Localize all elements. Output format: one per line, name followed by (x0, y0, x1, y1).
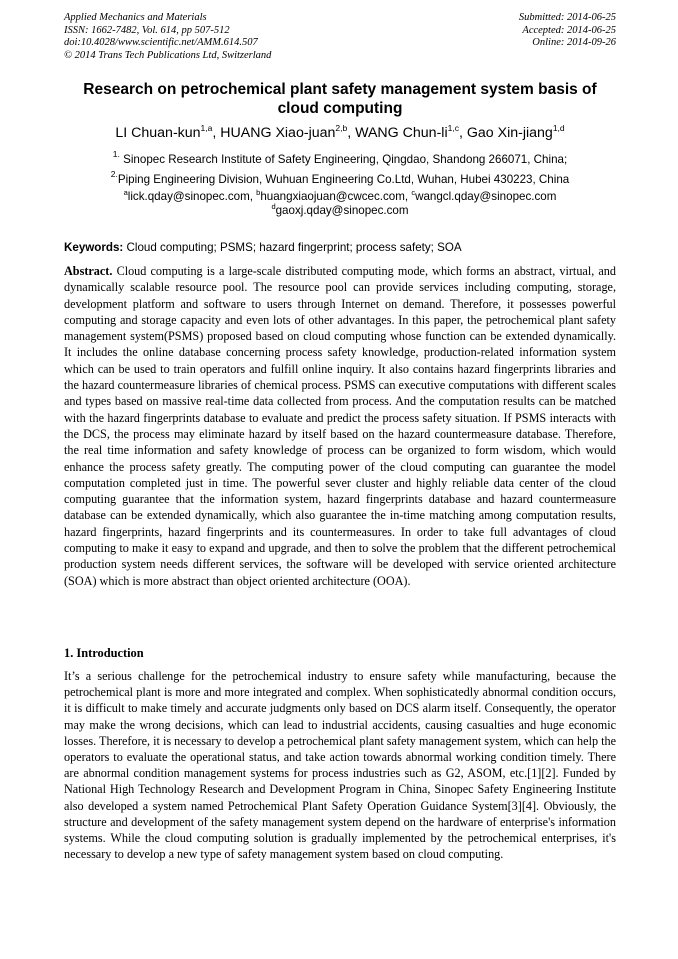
author-affiliation-mark: 1,c (447, 123, 459, 133)
accepted-date: Accepted: 2014-06-25 (522, 24, 616, 36)
issn-line: ISSN: 1662-7482, Vol. 614, pp 507-512 (64, 24, 230, 36)
email-mark: a (123, 188, 128, 197)
email-address: huangxiaojuan@cwcec.com, (260, 190, 412, 203)
author-separator: , (212, 125, 221, 141)
author-name: HUANG Xiao-juan (220, 125, 336, 141)
email-mark: c (411, 188, 416, 197)
email-mark: b (256, 188, 261, 197)
journal-info (64, 12, 271, 62)
affiliations (64, 150, 616, 190)
author-name: Gao Xin-jiang (466, 125, 553, 141)
journal-name: Applied Mechanics and Materials (64, 12, 207, 23)
keywords-text: Cloud computing; PSMS; hazard fingerprint; process safety; SOA (126, 241, 462, 254)
affiliation (64, 170, 616, 190)
author (115, 125, 220, 141)
affiliation-mark: 2. (110, 169, 118, 179)
author-affiliation-mark: 2,b (335, 123, 348, 133)
email-line (64, 204, 616, 218)
author-separator: , (458, 125, 467, 141)
online-date: Online: 2014-09-26 (532, 37, 616, 48)
author-affiliation-mark: 1,d (552, 123, 565, 133)
author (220, 125, 355, 141)
author (467, 125, 565, 141)
author-name: LI Chuan-kun (115, 125, 201, 141)
author-affiliation-mark: 1,a (200, 123, 213, 133)
email-mark: d (271, 202, 276, 211)
affiliation (64, 150, 616, 170)
introduction-paragraph: It’s a serious challenge for the petrochemical industry to ensure safety while manufacturing, because the petrochemical plant is more and more integrated and complex. When sophisticatedly abnormal condition occurs, it is difficult to make timely and accurate judgments only based on DCS alarm itself. Consequently, the operator may make the wrong decisions, which can lead to industrial accidents, causing casualties and huge economic losses. Therefore, it is necessary to develop a petrochemical plant safety management system, which can help the operators to evaluate the operational status, and take action towards abnormal working condition timely. There are abnormal condition management systems for process industries such as G2, ASOM, etc.[1][2]. Funded by National High Technology Research and Development Program in China, Sinopec Safety Engineering Institute also developed a system named Petrochemical Plant Safety Operation Guidance System[3][4]. Obviously, the structure and development of the safety management system depend on the hardware of enterprise's information systems. While the cloud computing solution is gradually implemented by the petrochemical enterprises, it's necessary to develop a new type of safety management system based on cloud computing. (64, 669, 616, 862)
section-heading-introduction: 1. Introduction (64, 646, 144, 660)
affiliation-text: Piping Engineering Division, Wuhuan Engineering Co.Ltd, Wuhan, Hubei 430223, China (117, 173, 570, 186)
email-address: gaoxj.qday@sinopec.com (275, 204, 409, 217)
journal-header (64, 12, 616, 62)
abstract-text: Cloud computing is a large-scale distributed computing mode, which forms an abstract, virtual, and dynamically scalable resource pool. The resource pool can provide services including computing, storage, development platform and software to users through Internet on demand. Therefore, it possesses powerful computing and storage capacity and even lots of other advantages. In this paper, the petrochemical plant safety management system(PSMS) proposed based on cloud computing whose function can be extended dynamically. It includes the online database concerning process safety knowledge, production-related information system which can be used to train operators and fulfill online inquiry. It also contains hazard fingerprints libraries and the hazard countermeasure libraries of chemical process. PSMS can executive computations with different scales and types based on massive real-time data collected from process. And the computation results can be matched with the hazard fingerprints database to evaluate and predict the process safety situation. If PSMS interacts with the DCS, the process may eliminate hazard by itself based on the hazard countermeasure database. Therefore, the real time information and safety knowledge of process can be organized to form wisdom, which would enhance the process safety greatly. The computing power of the cloud computing can guarantee the model computation completed just in time. The powerful sever cluster and highly reliable data center of the cloud computing guarantee that the information system, hazard fingerprints database and hazard countermeasure database can be extended dynamically, which also guarantee the in-time matching among computation results, hazard fingerprints, hazard fingerprints and its countermeasures. In order to take full advantages of cloud computing to make it easy to expand and upgrade, and then to solve the problem that the different petrochemical production system needs different services, the software will be developed with service oriented architecture (SOA) which is more abstract than object oriented architecture (OOA). (64, 264, 616, 588)
email-address: lick.qday@sinopec.com, (127, 190, 257, 203)
copyright-line: © 2014 Trans Tech Publications Ltd, Switzerland (64, 49, 272, 61)
abstract-label: Abstract. (64, 264, 113, 278)
affiliation-text: Sinopec Research Institute of Safety Engineering, Qingdao, Shandong 266071, China; (123, 153, 568, 166)
email-line (64, 190, 616, 204)
affiliation-mark: 1. (112, 149, 120, 159)
abstract (64, 263, 616, 589)
submitted-date: Submitted: 2014-06-25 (518, 12, 616, 23)
author-separator: , (347, 125, 356, 141)
paper-title: Research on petrochemical plant safety management system basis of cloud computing (83, 81, 597, 117)
email-address: wangcl.qday@sinopec.com (415, 190, 557, 203)
author-name: WANG Chun-li (355, 125, 448, 141)
publication-dates (519, 12, 616, 50)
keywords-label: Keywords: (64, 241, 124, 254)
author-emails (64, 190, 616, 218)
author (355, 125, 467, 141)
doi-line: doi:10.4028/www.scientific.net/AMM.614.507 (64, 37, 258, 48)
author-list (64, 125, 616, 141)
keywords (64, 241, 616, 254)
